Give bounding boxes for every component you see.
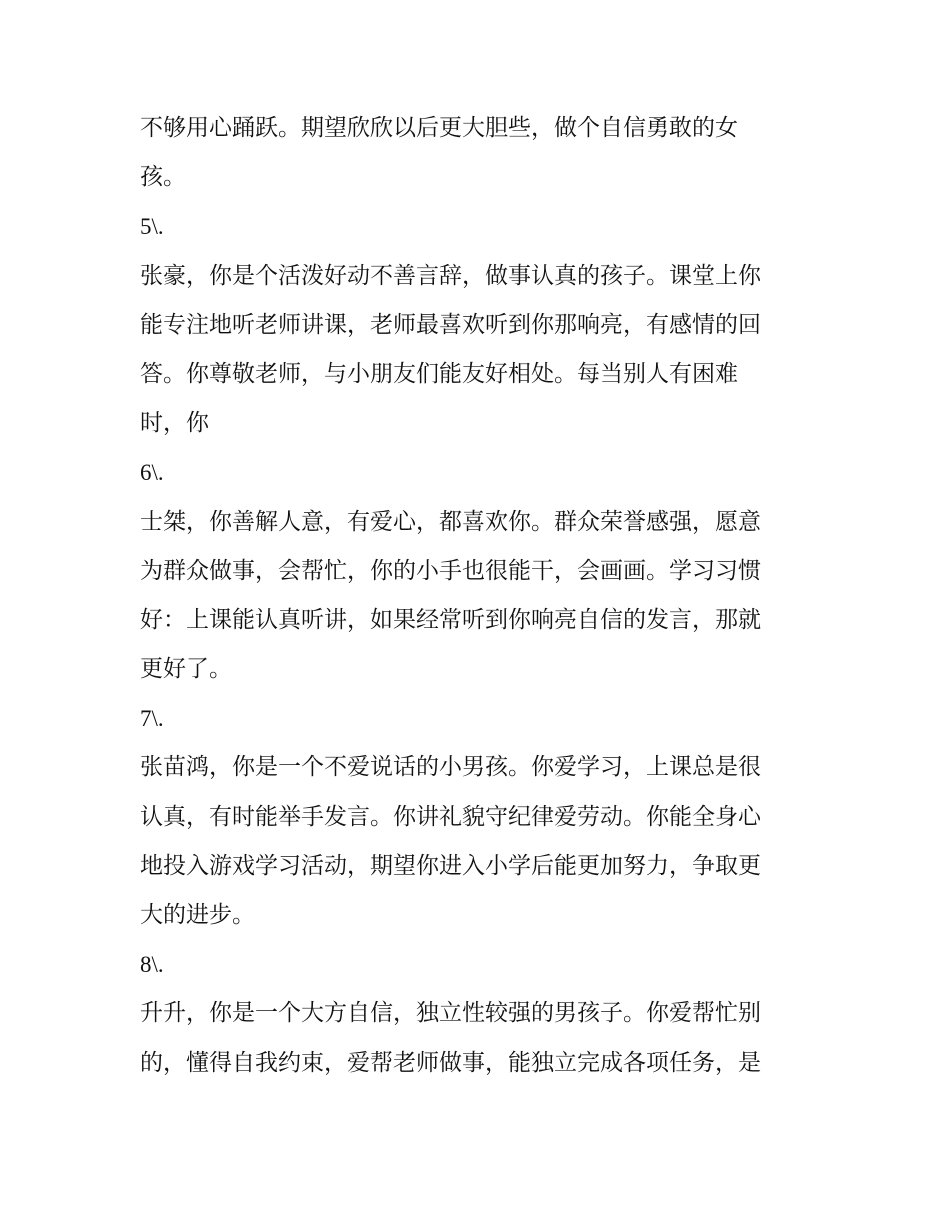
text-line: 张豪，你是个活泼好动不善言辞，做事认真的孩子。课堂上你: [140, 262, 761, 289]
item-number: 7\.: [140, 706, 164, 732]
text-line: 更好了。: [140, 656, 232, 683]
text-line: 的，懂得自我约束，爱帮老师做事，能独立完成各项任务，是: [140, 1049, 761, 1076]
text-line: 好：上课能认真听讲，如果经常听到你响亮自信的发言，那就: [140, 606, 761, 633]
text-line: 认真，有时能举手发言。你讲礼貌守纪律爱劳动。你能全身心: [140, 803, 761, 830]
text-line: 士桀，你善解人意，有爱心，都喜欢你。群众荣誉感强，愿意: [140, 508, 761, 535]
text-line: 答。你尊敬老师，与小朋友们能友好相处。每当别人有困难: [140, 360, 738, 387]
document-body: [140, 104, 820, 1088]
text-line: 为群众做事，会帮忙，你的小手也很能干，会画画。学习习惯: [140, 557, 761, 584]
text-line: 孩。: [140, 164, 186, 191]
item-number: 8\.: [140, 952, 164, 978]
text-line: 时，你: [140, 410, 209, 437]
item-number: 6\.: [140, 460, 164, 486]
text-line: 大的进步。: [140, 902, 255, 928]
text-line: 地投入游戏学习活动，期望你进入小学后能更加努力，争取更: [140, 852, 761, 879]
text-line: 张苗鸿，你是一个不爱说话的小男孩。你爱学习，上课总是很: [140, 754, 761, 781]
text-line: 不够用心踊跃。期望欣欣以后更大胆些，做个自信勇敢的女: [140, 115, 738, 141]
text-line: 能专注地听老师讲课，老师最喜欢听到你那响亮，有感情的回: [140, 311, 761, 338]
text-line: 升升，你是一个大方自信，独立性较强的男孩子。你爱帮忙别: [140, 1000, 761, 1027]
item-number: 5\.: [140, 214, 164, 240]
